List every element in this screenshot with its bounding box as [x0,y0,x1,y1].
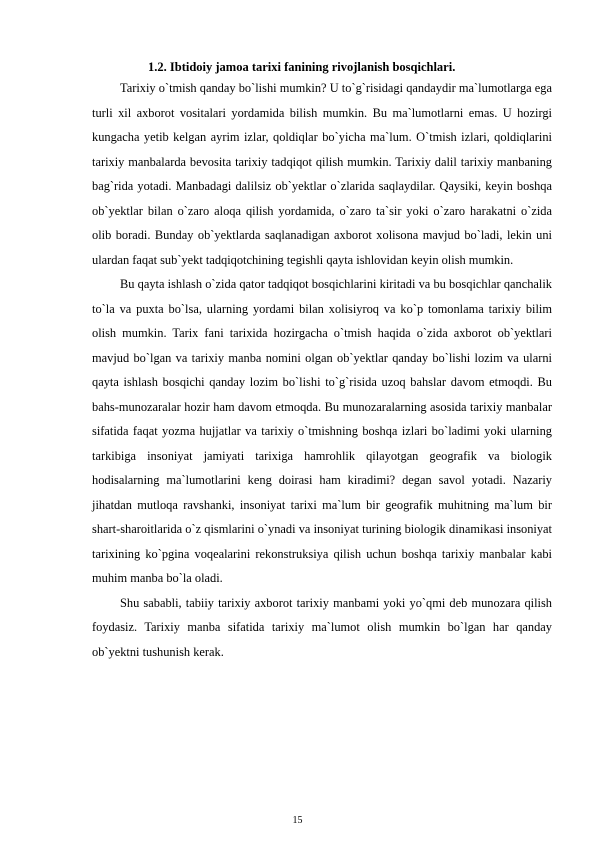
paragraph-3: Shu sababli, tabiiy tarixiy axborot tarixiy manbami yoki yo`qmi deb munozara qilish foydasiz. Tarixiy manba sifatida tarixiy ma`lumot olish mumkin bo`lgan har qanday ob`yektni tushunish kerak. [92,595,552,659]
paragraph-2: Bu qayta ishlash o`zida qator tadqiqot bosqichlarini kiritadi va bu bosqichlar qanchalik to`la va puxta bo`lsa, ularning yordami bilan xolisiyroq va ko`p tomonlama tarixiy bilim olish mumkin. Tarix fani tarixida hozirgacha o`tmish haqida o`zida axborot ob`yektlari mavjud bo`lgan va tarixiy manba nomini olgan ob`yektlar qanday bo`lishi lozim va ularni qayta ishlash bosqichi qanday lozim bo`lishi to`g`risida uzoq bahslar davom etmoqdi. Bu bahs-munozaralar hozir ham davom etmoqda. Bu munozaralarning asosida tarixiy manbalar sifatida faqat yozma hujjatlar va tarixiy o`tmishning boshqa izlari bo`ladimi yoki ularning tarkibiga insoniyat jamiyati tarixiga hamrohlik qilayotgan geografik va biologik hodisalarning ma`lumotlarini keng doirasi ham kiradimi? degan savol yotadi. Nazariy jihatdan mutloqa ravshanki, insoniyat tarixi ma`lum bir geografik muhitning ma`lum bir shart-sharoitlarida o`z qismlarini o`ynadi va insoniyat turining biologik dinamikasi insoniyat tarixining ko`pgina voqealarini rekonstruksiya qilish uchun boshqa tarixiy manbalar kabi muhim manba bo`la oladi. [92,277,552,585]
section-heading: 1.2. Ibtidoiy jamoa tarixi fanining rivojlanish bosqichlari. [148,60,456,74]
body-text [92,76,552,664]
page-number: 15 [292,815,303,826]
paragraph-1: Tarixiy o`tmish qanday bo`lishi mumkin? U to`g`risidagi qandaydir ma`lumotlarga ega turli xil axborot vositalari yordamida bilish mumkin. Bu ma`lumotlarni emas. U hozirgi kungacha yetib kelgan ayrim izlar, qoldiqlar bo`yicha ma`lum. O`tmish izlari, qoldiqlarini tarixiy manbalarda bevosita tarixiy tadqiqot qilish mumkin. Tarixiy dalil tarixiy manbaning bag`rida yotadi. Manbadagi dalilsiz ob`yektlar o`zlarida saqlaydilar. Qaysiki, keyin boshqa ob`yektlar bilan o`zaro aloqa qilish yordamida, o`zaro ta`sir yoki o`zaro harakatni o`zida olib boradi. Bunday ob`yektlarda saqlanadigan axborot xolisona mavjud bo`ladi, lekin uni ulardan faqat sub`yekt tadqiqotchining tegishli qayta ishlovidan keyin olish mumkin. [92,81,552,267]
